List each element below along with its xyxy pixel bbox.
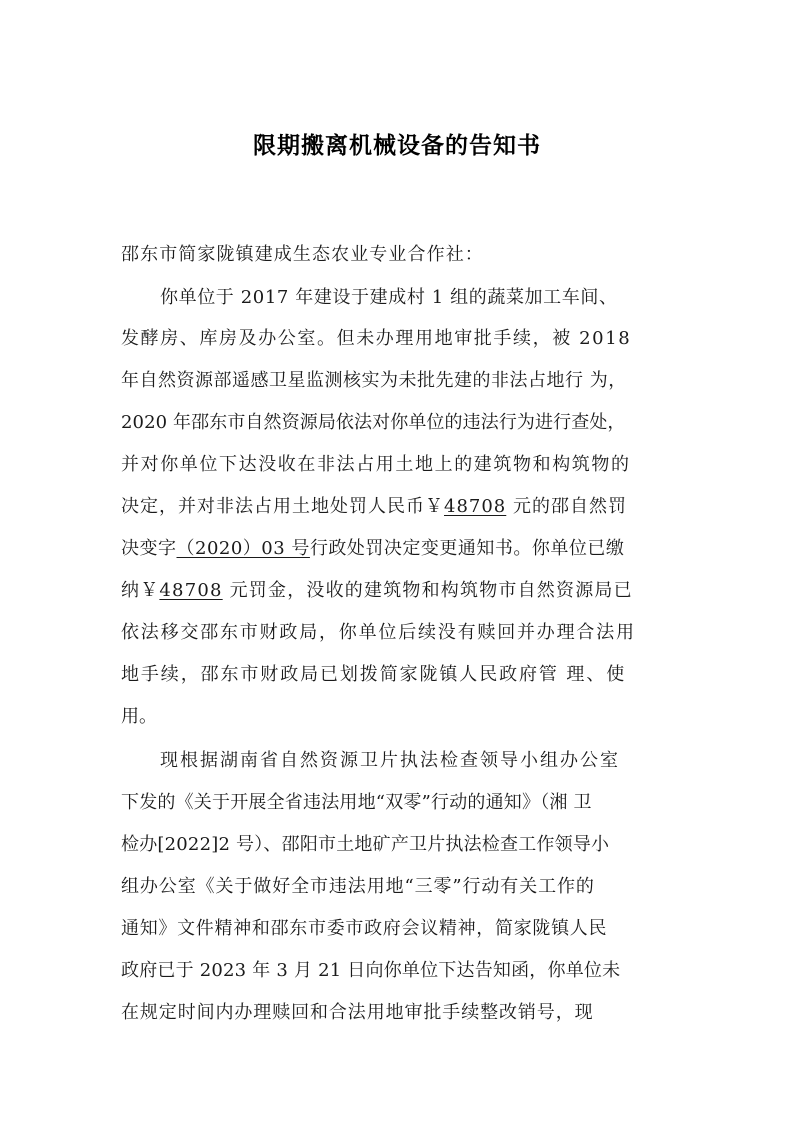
paragraph-1-line-3: 年自然资源部遥感卫星监测核实为未批先建的非法占地行 为，: [121, 370, 627, 391]
penalty-document-number: （2020）03 号: [176, 538, 310, 559]
paragraph-2-line-2: 下发的《关于开展全省违法用地“双零”行动的通知》（湘 卫: [121, 792, 592, 813]
paragraph-1-line-10: 地手续，邵东市财政局已划拨简家陇镇人民政府管 理、使: [121, 664, 627, 685]
addressee: 邵东市简家陇镇建成生态农业专业合作社：: [121, 244, 484, 265]
paid-fine-amount: 48708: [159, 580, 223, 601]
paragraph-1-line-7-text-a: 决变字: [121, 538, 177, 559]
paragraph-1-line-5: 并对你单位下达没收在非法占用土地上的建筑物和构筑物的: [121, 454, 631, 475]
paragraph-2-line-1: 现根据湖南省自然资源卫片执法检查领导小组办公室: [160, 750, 620, 771]
paragraph-1-line-6-text-a: 决定，并对非法占用土地处罚人民币￥: [121, 496, 444, 517]
paragraph-1-line-2: 发酵房、库房及办公室。但未办理用地审批手续，被 2018: [121, 328, 632, 349]
paragraph-1-line-1: 你单位于 2017 年建设于建成村 1 组的蔬菜加工车间、: [160, 287, 618, 308]
paragraph-1-line-8-text-a: 纳￥: [121, 580, 160, 601]
paragraph-2-line-5: 通知》文件精神和邵东市委市政府会议精神，简家陇镇人民: [121, 918, 608, 939]
paragraph-1-line-4: 2020 年邵东市自然资源局依法对你单位的违法行为进行查处，: [121, 412, 626, 433]
paragraph-2-line-3: 检办[2022]2 号）、邵阳市土地矿产卫片执法检查工作领导小: [121, 834, 610, 855]
paragraph-2-line-6: 政府已于 2023 年 3 月 21 日向你单位下达告知函，你单位未: [121, 960, 621, 981]
paragraph-1-line-9: 依法移交邵东市财政局，你单位后续没有赎回并办理合法用: [121, 622, 636, 643]
fine-amount: 48708: [444, 496, 507, 517]
paragraph-2-line-4: 组办公室《关于做好全市违法用地“三零”行动有关工作的: [121, 876, 595, 897]
paragraph-1-line-11: 用。: [121, 706, 157, 727]
paragraph-1-line-7-text-b: 行政处罚决定变更通知书。你单位已缴: [309, 538, 625, 559]
paragraph-2-line-7: 在规定时间内办理赎回和合法用地审批手续整改销号，现: [121, 1002, 594, 1023]
paragraph-1-line-6-text-b: 元的邵自然罚: [506, 496, 627, 517]
paragraph-1-line-8-text-b: 元罚金，没收的建筑物和构筑物市自然资源局已: [222, 580, 633, 601]
document-title: 限期搬离机械设备的告知书: [253, 133, 541, 159]
paragraph-1-line-6: [121, 496, 627, 518]
paragraph-1-line-8: [121, 580, 633, 602]
paragraph-1-line-7: [121, 538, 624, 560]
